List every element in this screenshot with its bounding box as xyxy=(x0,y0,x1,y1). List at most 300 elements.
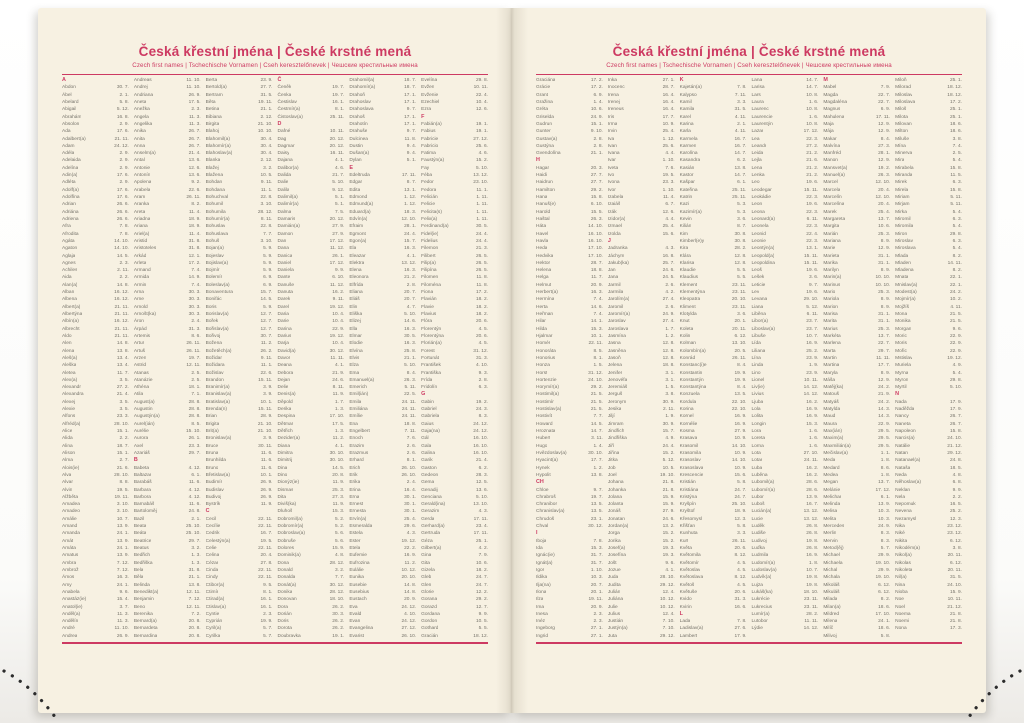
name-entry xyxy=(895,311,962,318)
given-name: Květa xyxy=(679,546,692,551)
given-name: Erazmus xyxy=(349,450,369,456)
name-day-date: 15. 2. xyxy=(662,531,675,537)
name-day-date: 12. 7. xyxy=(260,326,273,332)
name-day-date: 22. 3. xyxy=(806,209,819,215)
name-day-date: 7. 4. xyxy=(593,312,603,317)
name-entry xyxy=(895,304,962,311)
name-day-date: 4. 5. xyxy=(737,582,747,588)
name-entry xyxy=(608,450,675,457)
name-day-date: 11. 12. xyxy=(329,246,345,252)
name-entry xyxy=(62,538,129,545)
given-name: Mojmír(a) xyxy=(895,297,916,303)
name-day-date: 24. 4. xyxy=(662,443,675,449)
given-name: Ester xyxy=(349,538,361,544)
name-entry xyxy=(536,201,603,208)
name-entry xyxy=(134,450,201,457)
given-name: Dětmar xyxy=(277,421,294,427)
name-day-date: 2. 6. xyxy=(406,450,417,456)
given-name: Milena xyxy=(823,619,838,625)
given-name: Alida xyxy=(62,436,73,442)
name-day-date: 2. 6. xyxy=(665,282,675,288)
given-name: Alexej xyxy=(62,399,76,405)
name-entry xyxy=(277,333,344,340)
given-name: Mariana xyxy=(823,238,841,244)
name-day-date: 7. 8. xyxy=(593,538,603,544)
name-entry xyxy=(680,274,747,281)
name-entry xyxy=(277,355,344,362)
name-day-date: 5. 10. xyxy=(404,363,417,369)
given-name: Božidar xyxy=(205,355,222,361)
name-entry xyxy=(421,223,488,230)
name-entry xyxy=(134,201,201,208)
given-name: Miron xyxy=(895,231,908,237)
name-day-date: 19. 7. xyxy=(332,85,345,91)
given-name: Čeněk xyxy=(277,85,292,91)
name-entry xyxy=(277,340,344,347)
name-entry xyxy=(536,136,603,143)
given-name: Lína xyxy=(751,355,761,361)
name-entry xyxy=(680,92,747,99)
given-name: Neklan xyxy=(895,487,911,493)
name-day-date: 15. 5. xyxy=(590,209,603,215)
name-day-date: 26. 9. xyxy=(260,494,273,500)
name-day-date: 1. 10. xyxy=(662,187,675,193)
given-name: Kunhuta xyxy=(679,531,698,537)
given-name: Mercedes xyxy=(823,524,845,530)
name-day-date: 24. 2. xyxy=(949,290,962,296)
name-entry xyxy=(421,99,488,106)
name-entry xyxy=(134,523,201,530)
name-entry xyxy=(608,472,675,479)
name-entry xyxy=(277,223,344,230)
name-entry xyxy=(608,618,675,625)
name-entry xyxy=(751,201,818,208)
name-day-date: 4. 10. xyxy=(475,363,488,369)
name-entry xyxy=(206,516,273,523)
name-day-date: 13. 9. xyxy=(116,524,129,530)
name-day-date: 2. 8. xyxy=(593,143,603,149)
name-day-date: 16. 11. xyxy=(329,151,345,157)
given-name: Erna xyxy=(349,494,360,500)
name-day-date: 11. 4. xyxy=(189,209,201,215)
given-name: Leokádie xyxy=(751,195,771,200)
name-entry xyxy=(62,413,129,420)
name-day-date: 24. 11. xyxy=(401,407,417,413)
given-name: Evan xyxy=(349,619,361,625)
name-entry xyxy=(349,574,416,581)
name-day-date: 2. 3. xyxy=(593,611,603,617)
name-day-date: 9. 10. xyxy=(590,129,603,135)
given-name: Agnes xyxy=(62,260,76,266)
name-entry xyxy=(680,435,747,442)
name-day-date: 10. 3. xyxy=(878,516,891,522)
given-name: Beata xyxy=(133,524,147,530)
name-entry xyxy=(134,304,201,311)
name-entry xyxy=(751,377,818,384)
name-day-date: 14. 10. xyxy=(588,224,603,230)
given-name: Elvína xyxy=(349,348,363,354)
given-name: Darja xyxy=(277,341,289,347)
name-day-date: 26. 11. xyxy=(186,341,201,347)
name-day-date: 18. 7. xyxy=(116,443,129,449)
name-day-date: 19. 11. xyxy=(588,597,603,603)
name-entry xyxy=(608,545,675,552)
name-entry xyxy=(134,494,201,501)
given-name: Leon xyxy=(751,202,763,208)
name-entry xyxy=(608,348,675,355)
name-entry xyxy=(823,311,890,318)
name-entry xyxy=(823,618,890,625)
given-name: Hynek xyxy=(536,465,550,471)
name-day-date: 15. 1. xyxy=(116,429,129,434)
given-name: Běta xyxy=(205,99,216,105)
name-entry xyxy=(608,326,675,333)
name-entry xyxy=(823,450,890,457)
given-name: Emanuel(a) xyxy=(349,377,375,383)
given-name: Matouš xyxy=(823,392,840,398)
given-name: Naděžda xyxy=(895,407,915,413)
name-day-date: 6. 12. xyxy=(734,333,747,339)
name-day-date: 7. 4. xyxy=(593,297,603,303)
name-day-date: 2. 9. xyxy=(119,121,129,127)
name-entry xyxy=(349,391,416,398)
name-day-date: 4. 2. xyxy=(478,546,488,551)
given-name: Mirka xyxy=(895,209,907,215)
given-name: Bohuchval xyxy=(205,195,229,200)
given-name: Klotylda xyxy=(679,312,697,317)
given-name: Delie xyxy=(277,385,289,391)
given-name: Artemis xyxy=(133,333,151,339)
given-name: Medea xyxy=(823,472,838,478)
name-entry xyxy=(134,377,201,384)
name-entry xyxy=(62,443,129,450)
name-entry xyxy=(62,245,129,252)
given-name: Ludomír(a) xyxy=(751,560,775,566)
name-entry xyxy=(823,282,890,289)
given-name: Aneta xyxy=(133,99,147,105)
name-day-date: 4. 3. xyxy=(665,246,675,252)
name-entry xyxy=(206,377,273,384)
given-name: Bronislav(a) xyxy=(205,436,232,442)
name-day-date: 8. 3. xyxy=(880,538,891,544)
name-entry xyxy=(751,413,818,420)
name-entry xyxy=(62,465,129,472)
name-entry xyxy=(206,523,273,530)
name-entry xyxy=(206,362,273,369)
given-name: Azariáš xyxy=(133,450,150,456)
name-day-date: 11. 2. xyxy=(260,341,273,347)
name-day-date: 13. 12. xyxy=(401,260,417,266)
name-day-date: 15. 7. xyxy=(404,238,417,244)
given-name: Květuše xyxy=(679,589,697,595)
name-day-date: 15. 11. xyxy=(803,187,819,193)
given-name: Hostimil(a) xyxy=(536,392,559,398)
given-name: Ámos xyxy=(62,575,75,581)
given-name: Johanka xyxy=(607,487,626,493)
given-name: Muriela xyxy=(895,363,911,369)
given-name: Absolon xyxy=(62,121,80,127)
given-name: Markéta xyxy=(823,333,841,339)
name-entry xyxy=(823,304,890,311)
given-name: Aram xyxy=(133,195,146,200)
letter-header: CH xyxy=(536,479,544,486)
name-day-date: 22. 11. xyxy=(258,524,273,530)
given-name: Lejla xyxy=(751,158,762,164)
given-name: Jorga xyxy=(607,531,620,537)
name-day-date: 4. 10. xyxy=(404,611,417,617)
given-name: Mnislav(a) xyxy=(895,282,918,288)
name-day-date: 16. 3. xyxy=(404,326,417,332)
name-entry xyxy=(62,574,129,581)
name-day-date: 5. 4. xyxy=(952,246,962,252)
name-day-date: 24. 1. xyxy=(878,619,891,625)
name-day-date: 30. 3. xyxy=(188,312,201,317)
name-day-date: 19. 6. xyxy=(806,180,819,186)
given-name: Konstantýn xyxy=(679,377,704,383)
name-day-date: 12. 7. xyxy=(260,312,273,317)
name-day-date: 24. 1. xyxy=(116,546,129,551)
given-name: Aurélie xyxy=(133,429,149,434)
name-entry xyxy=(895,428,962,435)
name-day-date: 15. 2. xyxy=(662,538,675,544)
name-day-date: 16. 4. xyxy=(404,487,417,493)
given-name: Glen xyxy=(421,582,432,588)
given-name: Alvar xyxy=(62,480,73,486)
given-name: Michaela xyxy=(823,560,843,566)
letter-header: E xyxy=(349,164,353,171)
name-day-date: 17. 10. xyxy=(875,611,891,617)
name-day-date: 11. 3. xyxy=(189,114,201,120)
given-name: Fortunát xyxy=(421,355,440,361)
given-name: Elodie xyxy=(349,341,363,347)
name-entry xyxy=(751,296,818,303)
name-entry xyxy=(421,333,488,340)
given-name: Miromila xyxy=(895,224,914,230)
given-name: Arnold xyxy=(133,304,148,310)
name-entry xyxy=(206,106,273,113)
given-name: Jorika xyxy=(607,538,621,544)
name-entry xyxy=(608,384,675,391)
name-entry xyxy=(608,253,675,260)
name-entry xyxy=(608,128,675,135)
name-day-date: 19. 10. xyxy=(875,575,891,581)
given-name: Flavius xyxy=(421,312,437,317)
name-day-date: 13. 4. xyxy=(116,355,129,361)
given-name: Agáta xyxy=(62,238,75,244)
name-day-date: 4. 6. xyxy=(334,165,345,171)
name-entry xyxy=(536,604,603,611)
given-name: Bohdana xyxy=(205,187,225,193)
name-entry xyxy=(680,399,747,406)
name-entry xyxy=(277,589,344,596)
name-entry xyxy=(608,391,675,398)
given-name: Damaris xyxy=(277,216,296,222)
given-name: Michal xyxy=(823,567,838,573)
name-entry xyxy=(680,128,747,135)
given-name: Jarmila xyxy=(607,290,624,296)
name-entry xyxy=(421,157,488,164)
name-entry xyxy=(823,582,890,589)
name-entry xyxy=(349,545,416,552)
given-name: Angelika xyxy=(133,121,153,127)
name-entry xyxy=(751,304,818,311)
name-day-date: 2. 11. xyxy=(117,268,129,274)
name-day-date: 8. 4. xyxy=(737,385,747,391)
given-name: Maja xyxy=(823,121,834,127)
name-entry xyxy=(895,209,962,216)
name-day-date: 6. 10. xyxy=(590,202,603,208)
given-name: Eliška xyxy=(349,312,363,317)
name-entry xyxy=(608,560,675,567)
name-day-date: 11. 10. xyxy=(114,626,129,632)
given-name: Bertram xyxy=(205,92,223,98)
given-name: Mona xyxy=(895,312,908,317)
name-entry xyxy=(349,516,416,523)
name-day-date: 24. 10. xyxy=(947,582,962,588)
name-entry xyxy=(62,114,129,121)
name-entry xyxy=(608,84,675,91)
name-day-date: 2. 8. xyxy=(593,136,603,142)
name-entry xyxy=(680,348,747,355)
name-entry xyxy=(895,253,962,260)
name-entry xyxy=(421,216,488,223)
name-entry xyxy=(895,333,962,340)
given-name: Barabáš xyxy=(133,480,152,486)
name-entry xyxy=(206,216,273,223)
given-name: Bazil xyxy=(133,516,145,522)
name-entry xyxy=(62,253,129,260)
given-name: Gothard xyxy=(421,626,439,632)
given-name: Cedrik xyxy=(205,531,220,537)
name-entry xyxy=(134,106,201,113)
given-name: Dulcinea xyxy=(349,136,368,142)
given-name: Miranda xyxy=(895,173,913,179)
given-name: Nioba xyxy=(895,589,908,595)
name-entry xyxy=(608,92,675,99)
given-name: Eulálie xyxy=(349,567,364,573)
name-day-date: 7. 6. xyxy=(665,165,675,171)
name-day-date: 16. 3. xyxy=(404,246,417,252)
given-name: Dalimír(a) xyxy=(277,202,299,208)
given-name: Ilza xyxy=(536,597,544,603)
name-entry xyxy=(895,267,962,274)
name-entry xyxy=(751,77,818,84)
name-entry xyxy=(277,582,344,589)
name-day-date: 10. 8. xyxy=(806,121,819,127)
name-day-date: 1. 3. xyxy=(191,553,201,559)
given-name: Ladislav(a) xyxy=(679,626,704,632)
name-day-date: 20. 9. xyxy=(590,282,603,288)
name-day-date: 14. 3. xyxy=(878,407,891,413)
name-entry xyxy=(277,625,344,632)
given-name: Jitka xyxy=(607,458,618,464)
name-entry xyxy=(680,530,747,537)
letter-header: C xyxy=(205,508,210,515)
given-name: Gunter xyxy=(536,129,551,135)
name-day-date: 14. 9. xyxy=(188,275,201,281)
given-name: Darel xyxy=(277,304,289,310)
name-day-date: 15. 11. xyxy=(803,253,819,259)
name-day-date: 16. 9. xyxy=(806,407,819,413)
name-day-date: 20. 10. xyxy=(401,575,417,581)
name-day-date: 6. 12. xyxy=(949,560,962,566)
given-name: Kolombín(a) xyxy=(679,348,706,354)
given-name: Marián xyxy=(823,231,838,237)
given-name: Jozue xyxy=(607,567,621,573)
name-entry xyxy=(277,516,344,523)
name-entry xyxy=(680,443,747,450)
name-entry xyxy=(134,487,201,494)
given-name: Celina xyxy=(205,553,220,559)
name-day-date: 20. 4. xyxy=(878,202,891,208)
name-day-date: 6. 2. xyxy=(737,158,747,164)
name-entry xyxy=(134,99,201,106)
name-entry xyxy=(277,84,344,91)
name-day-date: 8. 9. xyxy=(880,297,891,303)
name-entry xyxy=(895,413,962,420)
given-name: Maxmilián(a) xyxy=(823,443,851,449)
given-name: Anabela xyxy=(62,589,80,595)
given-name: Dino xyxy=(277,472,288,478)
name-day-date: 25. 4. xyxy=(878,209,891,215)
name-entry xyxy=(349,523,416,530)
given-name: Juda xyxy=(607,575,619,581)
given-name: Abrahám xyxy=(62,114,82,120)
name-entry xyxy=(751,516,818,523)
name-day-date: 26. 5. xyxy=(475,268,488,274)
name-day-date: 21. 8. xyxy=(949,611,962,617)
name-day-date: 12. 10. xyxy=(875,195,891,200)
given-name: Baltazar xyxy=(133,472,152,478)
name-day-date: 19. 7. xyxy=(332,92,345,98)
name-entry xyxy=(277,106,344,113)
name-entry xyxy=(751,99,818,106)
name-day-date: 21. 5. xyxy=(590,399,603,405)
given-name: Dobruše xyxy=(277,538,296,544)
name-day-date: 18. 6. xyxy=(949,121,962,127)
given-name: Gabriela xyxy=(421,414,440,420)
given-name: Forest xyxy=(421,348,435,354)
given-name: Evženie xyxy=(421,92,439,98)
name-entry xyxy=(895,494,962,501)
name-entry xyxy=(895,370,962,377)
name-entry xyxy=(751,406,818,413)
name-entry xyxy=(536,574,603,581)
name-entry xyxy=(608,143,675,150)
name-day-date: 19. 6. xyxy=(806,290,819,296)
name-entry xyxy=(680,114,747,121)
name-day-date: 26. 5. xyxy=(475,260,488,266)
name-day-date: 24. 4. xyxy=(475,238,488,244)
given-name: Helena xyxy=(536,268,552,274)
name-day-date: 28. 7. xyxy=(662,85,675,91)
name-day-date: 22. 3. xyxy=(806,136,819,142)
given-name: Malvína xyxy=(823,143,841,149)
name-day-date: 25. 11. xyxy=(732,195,747,200)
name-day-date: 15. 3. xyxy=(332,509,345,515)
given-name: Anděl(a) xyxy=(62,611,81,617)
given-name: Jaroslav xyxy=(607,319,626,325)
name-entry xyxy=(421,618,488,625)
name-day-date: 8. 1. xyxy=(593,355,603,361)
name-day-date: 17. 1. xyxy=(404,92,417,98)
name-entry xyxy=(206,99,273,106)
name-day-date: 19. 2. xyxy=(878,165,891,171)
given-name: Mabel xyxy=(823,85,837,91)
given-name: Myrtil xyxy=(895,385,907,391)
given-name: Božidara xyxy=(205,363,225,369)
given-name: Eunika xyxy=(349,575,364,581)
